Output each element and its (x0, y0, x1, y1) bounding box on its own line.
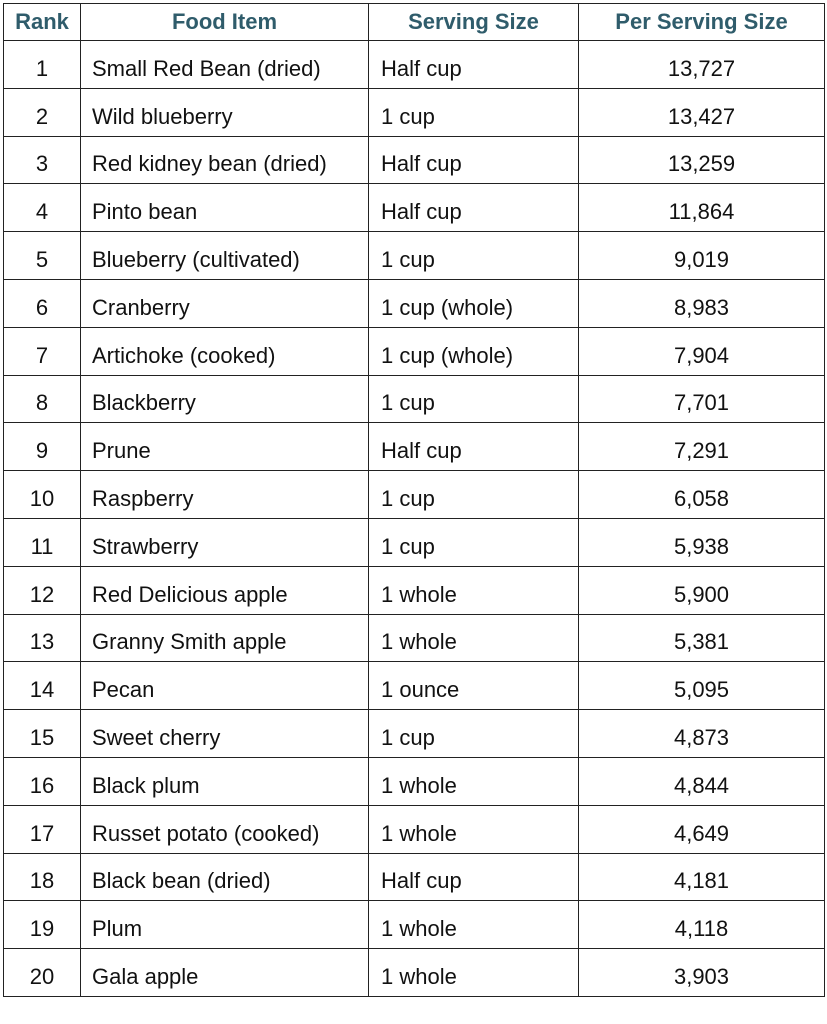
cell-food-item: Artichoke (cooked) (81, 327, 369, 375)
cell-rank: 10 (4, 471, 81, 519)
cell-per-serving-size: 8,983 (579, 279, 825, 327)
header-food-item: Food Item (81, 4, 369, 41)
cell-per-serving-size: 7,904 (579, 327, 825, 375)
cell-per-serving-size: 5,900 (579, 566, 825, 614)
antioxidant-table (3, 3, 825, 997)
cell-per-serving-size: 7,701 (579, 375, 825, 423)
antioxidant-table-container (3, 3, 824, 1020)
cell-serving-size: Half cup (369, 184, 579, 232)
table-row (4, 757, 825, 805)
table-row (4, 375, 825, 423)
cell-food-item: Blackberry (81, 375, 369, 423)
cell-rank: 12 (4, 566, 81, 614)
table-row (4, 327, 825, 375)
cell-food-item: Russet potato (cooked) (81, 805, 369, 853)
header-per-serving-size: Per Serving Size (579, 4, 825, 41)
cell-per-serving-size: 5,938 (579, 518, 825, 566)
cell-rank: 11 (4, 518, 81, 566)
cell-serving-size: 1 cup (whole) (369, 279, 579, 327)
table-row (4, 184, 825, 232)
cell-rank: 9 (4, 423, 81, 471)
table-row (4, 423, 825, 471)
cell-food-item: Red kidney bean (dried) (81, 136, 369, 184)
cell-food-item: Blueberry (cultivated) (81, 232, 369, 280)
cell-serving-size: 1 whole (369, 901, 579, 949)
table-row (4, 41, 825, 89)
cell-rank: 16 (4, 757, 81, 805)
cell-serving-size: 1 cup (369, 375, 579, 423)
cell-rank: 14 (4, 662, 81, 710)
cell-rank: 1 (4, 41, 81, 89)
cell-per-serving-size: 11,864 (579, 184, 825, 232)
cell-rank: 20 (4, 949, 81, 997)
cell-rank: 3 (4, 136, 81, 184)
cell-rank: 19 (4, 901, 81, 949)
cell-serving-size: 1 cup (369, 88, 579, 136)
cell-per-serving-size: 9,019 (579, 232, 825, 280)
cell-serving-size: 1 whole (369, 949, 579, 997)
cell-serving-size: 1 cup (369, 232, 579, 280)
table-row (4, 614, 825, 662)
cell-per-serving-size: 4,118 (579, 901, 825, 949)
cell-serving-size: 1 whole (369, 566, 579, 614)
cell-per-serving-size: 13,259 (579, 136, 825, 184)
table-row (4, 662, 825, 710)
cell-serving-size: 1 whole (369, 614, 579, 662)
cell-rank: 5 (4, 232, 81, 280)
cell-serving-size: 1 cup (369, 471, 579, 519)
header-row (4, 4, 825, 41)
cell-food-item: Cranberry (81, 279, 369, 327)
cell-food-item: Raspberry (81, 471, 369, 519)
cell-per-serving-size: 4,649 (579, 805, 825, 853)
cell-serving-size: Half cup (369, 136, 579, 184)
cell-serving-size: 1 ounce (369, 662, 579, 710)
cell-per-serving-size: 3,903 (579, 949, 825, 997)
cell-serving-size: Half cup (369, 853, 579, 901)
table-body (4, 41, 825, 997)
cell-per-serving-size: 6,058 (579, 471, 825, 519)
cell-serving-size: 1 cup (whole) (369, 327, 579, 375)
cell-rank: 13 (4, 614, 81, 662)
cell-food-item: Black plum (81, 757, 369, 805)
table-row (4, 901, 825, 949)
cell-rank: 6 (4, 279, 81, 327)
cell-rank: 18 (4, 853, 81, 901)
table-row (4, 949, 825, 997)
cell-food-item: Pecan (81, 662, 369, 710)
cell-per-serving-size: 13,427 (579, 88, 825, 136)
cell-food-item: Black bean (dried) (81, 853, 369, 901)
cell-serving-size: Half cup (369, 41, 579, 89)
cell-food-item: Plum (81, 901, 369, 949)
cell-food-item: Strawberry (81, 518, 369, 566)
cell-rank: 7 (4, 327, 81, 375)
table-row (4, 710, 825, 758)
header-rank: Rank (4, 4, 81, 41)
table-header (4, 4, 825, 41)
cell-rank: 17 (4, 805, 81, 853)
cell-per-serving-size: 5,095 (579, 662, 825, 710)
cell-food-item: Sweet cherry (81, 710, 369, 758)
cell-per-serving-size: 5,381 (579, 614, 825, 662)
cell-food-item: Wild blueberry (81, 88, 369, 136)
table-row (4, 136, 825, 184)
table-row (4, 566, 825, 614)
table-row (4, 88, 825, 136)
cell-rank: 2 (4, 88, 81, 136)
cell-per-serving-size: 13,727 (579, 41, 825, 89)
cell-rank: 4 (4, 184, 81, 232)
table-row (4, 805, 825, 853)
cell-rank: 8 (4, 375, 81, 423)
cell-food-item: Small Red Bean (dried) (81, 41, 369, 89)
cell-per-serving-size: 7,291 (579, 423, 825, 471)
table-row (4, 518, 825, 566)
cell-rank: 15 (4, 710, 81, 758)
cell-per-serving-size: 4,181 (579, 853, 825, 901)
cell-food-item: Gala apple (81, 949, 369, 997)
cell-serving-size: 1 whole (369, 805, 579, 853)
cell-serving-size: 1 whole (369, 757, 579, 805)
table-row (4, 471, 825, 519)
cell-food-item: Granny Smith apple (81, 614, 369, 662)
table-row (4, 232, 825, 280)
header-serving-size: Serving Size (369, 4, 579, 41)
cell-food-item: Prune (81, 423, 369, 471)
cell-serving-size: Half cup (369, 423, 579, 471)
cell-per-serving-size: 4,873 (579, 710, 825, 758)
cell-food-item: Red Delicious apple (81, 566, 369, 614)
table-row (4, 279, 825, 327)
cell-serving-size: 1 cup (369, 518, 579, 566)
cell-food-item: Pinto bean (81, 184, 369, 232)
cell-per-serving-size: 4,844 (579, 757, 825, 805)
cell-serving-size: 1 cup (369, 710, 579, 758)
table-row (4, 853, 825, 901)
